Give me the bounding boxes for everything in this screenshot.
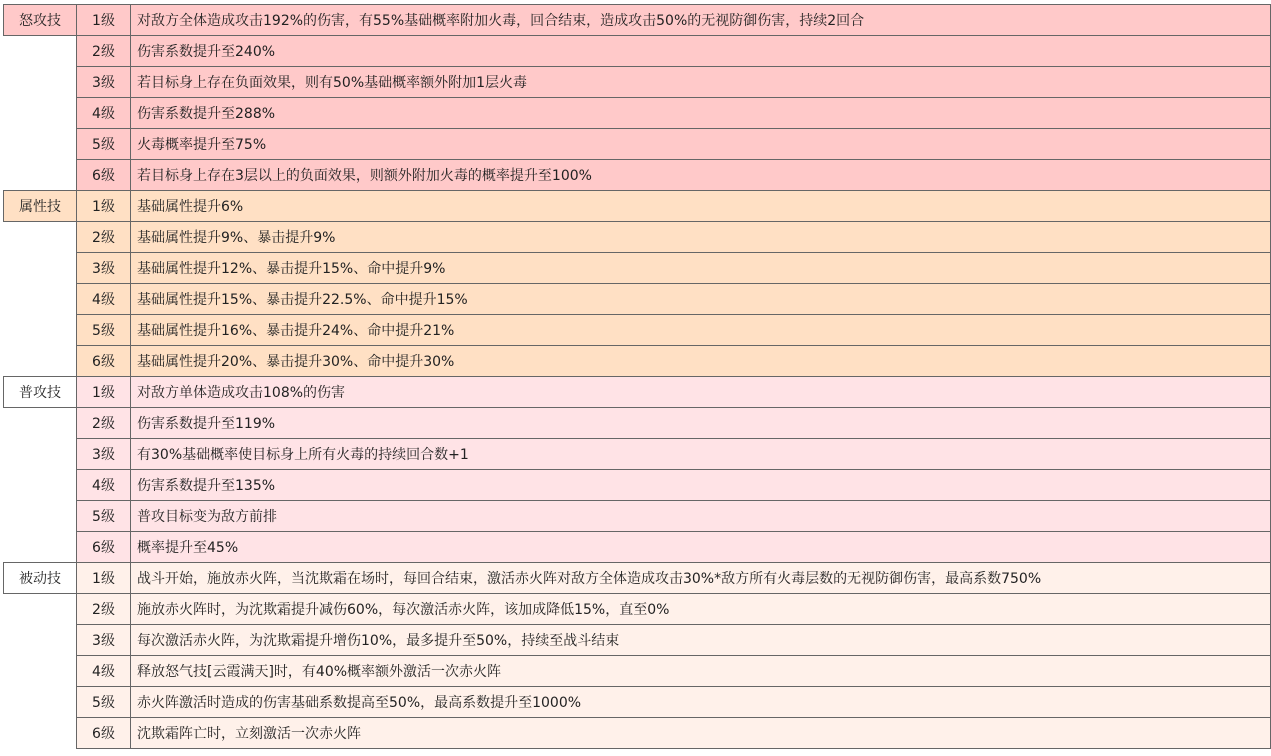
table-row[interactable] [4, 470, 1271, 501]
empty-cell[interactable] [4, 315, 77, 346]
level-cell[interactable]: 2级 [77, 36, 131, 67]
table-row[interactable] [4, 594, 1271, 625]
description-cell[interactable]: 基础属性提升6% [131, 191, 1271, 222]
table-row[interactable] [4, 129, 1271, 160]
category-cell[interactable]: 怒攻技 [4, 5, 77, 36]
level-cell[interactable]: 1级 [77, 377, 131, 408]
empty-cell[interactable] [4, 470, 77, 501]
description-cell[interactable]: 概率提升至45% [131, 532, 1271, 563]
description-cell[interactable]: 赤火阵激活时造成的伤害基础系数提高至50%，最高系数提升至1000% [131, 687, 1271, 718]
description-cell[interactable]: 若目标身上存在3层以上的负面效果，则额外附加火毒的概率提升至100% [131, 160, 1271, 191]
empty-cell[interactable] [4, 129, 77, 160]
table-row[interactable] [4, 532, 1271, 563]
empty-cell[interactable] [4, 501, 77, 532]
level-cell[interactable]: 2级 [77, 408, 131, 439]
category-cell[interactable]: 属性技 [4, 191, 77, 222]
description-cell[interactable]: 战斗开始，施放赤火阵，当沈欺霜在场时，每回合结束，激活赤火阵对敌方全体造成攻击30%*敌方所有火毒层数的无视防御伤害，最高系数750% [131, 563, 1271, 594]
empty-cell[interactable] [4, 408, 77, 439]
description-cell[interactable]: 沈欺霜阵亡时，立刻激活一次赤火阵 [131, 718, 1271, 749]
level-cell[interactable]: 6级 [77, 532, 131, 563]
level-cell[interactable]: 4级 [77, 470, 131, 501]
level-cell[interactable]: 3级 [77, 439, 131, 470]
level-cell[interactable]: 3级 [77, 67, 131, 98]
level-cell[interactable]: 1级 [77, 191, 131, 222]
empty-cell[interactable] [4, 687, 77, 718]
level-cell[interactable]: 6级 [77, 160, 131, 191]
description-cell[interactable]: 释放怒气技[云霞满天]时，有40%概率额外激活一次赤火阵 [131, 656, 1271, 687]
empty-cell[interactable] [4, 253, 77, 284]
empty-cell[interactable] [4, 284, 77, 315]
level-cell[interactable]: 3级 [77, 253, 131, 284]
level-cell[interactable]: 1级 [77, 5, 131, 36]
empty-cell[interactable] [4, 656, 77, 687]
empty-cell[interactable] [4, 160, 77, 191]
level-cell[interactable]: 4级 [77, 284, 131, 315]
level-cell[interactable]: 2级 [77, 594, 131, 625]
empty-cell[interactable] [4, 439, 77, 470]
description-cell[interactable]: 基础属性提升16%、暴击提升24%、命中提升21% [131, 315, 1271, 346]
table-row[interactable] [4, 563, 1271, 594]
description-cell[interactable]: 有30%基础概率使目标身上所有火毒的持续回合数+1 [131, 439, 1271, 470]
skill-table [3, 4, 1271, 749]
description-cell[interactable]: 伤害系数提升至135% [131, 470, 1271, 501]
category-cell[interactable]: 被动技 [4, 563, 77, 594]
empty-cell[interactable] [4, 36, 77, 67]
description-cell[interactable]: 基础属性提升9%、暴击提升9% [131, 222, 1271, 253]
level-cell[interactable]: 5级 [77, 129, 131, 160]
category-cell[interactable]: 普攻技 [4, 377, 77, 408]
empty-cell[interactable] [4, 222, 77, 253]
level-cell[interactable]: 4级 [77, 656, 131, 687]
empty-cell[interactable] [4, 98, 77, 129]
table-row[interactable] [4, 656, 1271, 687]
table-row[interactable] [4, 222, 1271, 253]
table-row[interactable] [4, 191, 1271, 222]
description-cell[interactable]: 基础属性提升20%、暴击提升30%、命中提升30% [131, 346, 1271, 377]
description-cell[interactable]: 若目标身上存在负面效果，则有50%基础概率额外附加1层火毒 [131, 67, 1271, 98]
description-cell[interactable]: 对敌方全体造成攻击192%的伤害，有55%基础概率附加火毒，回合结束，造成攻击50%的无视防御伤害，持续2回合 [131, 5, 1271, 36]
level-cell[interactable]: 5级 [77, 687, 131, 718]
description-cell[interactable]: 伤害系数提升至240% [131, 36, 1271, 67]
description-cell[interactable]: 每次激活赤火阵，为沈欺霜提升增伤10%，最多提升至50%，持续至战斗结束 [131, 625, 1271, 656]
level-cell[interactable]: 2级 [77, 222, 131, 253]
table-row[interactable] [4, 253, 1271, 284]
table-row[interactable] [4, 687, 1271, 718]
description-cell[interactable]: 施放赤火阵时，为沈欺霜提升减伤60%，每次激活赤火阵，该加成降低15%，直至0% [131, 594, 1271, 625]
table-row[interactable] [4, 36, 1271, 67]
empty-cell[interactable] [4, 625, 77, 656]
description-cell[interactable]: 基础属性提升15%、暴击提升22.5%、命中提升15% [131, 284, 1271, 315]
empty-cell[interactable] [4, 532, 77, 563]
level-cell[interactable]: 6级 [77, 718, 131, 749]
description-cell[interactable]: 火毒概率提升至75% [131, 129, 1271, 160]
level-cell[interactable]: 4级 [77, 98, 131, 129]
table-row[interactable] [4, 5, 1271, 36]
table-row[interactable] [4, 625, 1271, 656]
table-row[interactable] [4, 346, 1271, 377]
empty-cell[interactable] [4, 67, 77, 98]
table-row[interactable] [4, 284, 1271, 315]
description-cell[interactable]: 普攻目标变为敌方前排 [131, 501, 1271, 532]
description-cell[interactable]: 伤害系数提升至119% [131, 408, 1271, 439]
description-cell[interactable]: 对敌方单体造成攻击108%的伤害 [131, 377, 1271, 408]
empty-cell[interactable] [4, 594, 77, 625]
table-row[interactable] [4, 315, 1271, 346]
empty-cell[interactable] [4, 718, 77, 749]
table-row[interactable] [4, 377, 1271, 408]
table-row[interactable] [4, 67, 1271, 98]
level-cell[interactable]: 5级 [77, 315, 131, 346]
table-row[interactable] [4, 98, 1271, 129]
empty-cell[interactable] [4, 346, 77, 377]
description-cell[interactable]: 基础属性提升12%、暴击提升15%、命中提升9% [131, 253, 1271, 284]
table-row[interactable] [4, 160, 1271, 191]
level-cell[interactable]: 5级 [77, 501, 131, 532]
table-row[interactable] [4, 718, 1271, 749]
level-cell[interactable]: 3级 [77, 625, 131, 656]
table-row[interactable] [4, 439, 1271, 470]
level-cell[interactable]: 6级 [77, 346, 131, 377]
level-cell[interactable]: 1级 [77, 563, 131, 594]
table-row[interactable] [4, 408, 1271, 439]
description-cell[interactable]: 伤害系数提升至288% [131, 98, 1271, 129]
table-row[interactable] [4, 501, 1271, 532]
